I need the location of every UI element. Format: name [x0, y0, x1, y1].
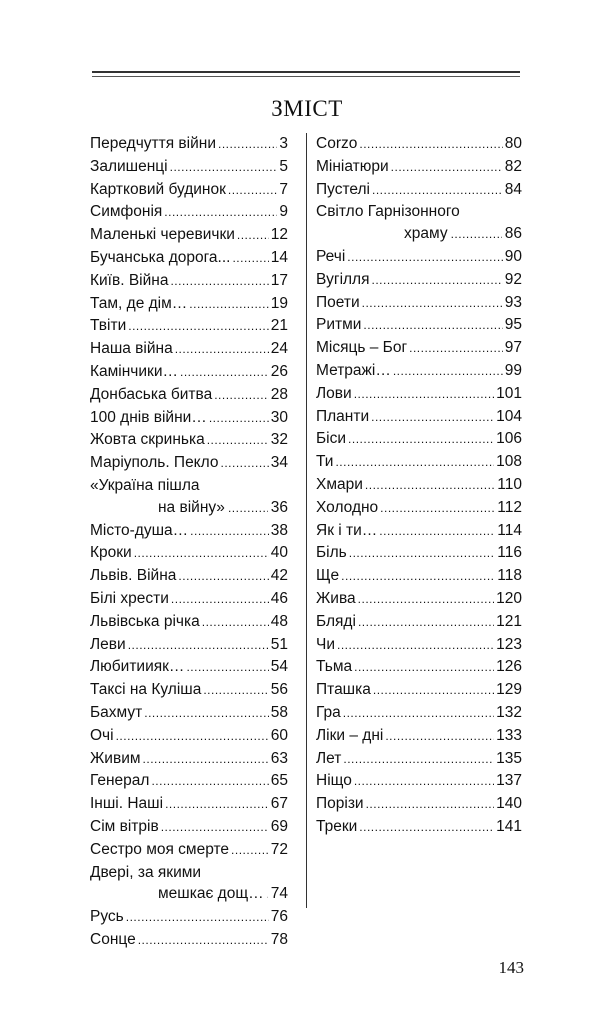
dot-leader: [358, 588, 494, 611]
toc-entry-title: 100 днів війни…: [90, 408, 207, 426]
dot-leader: [365, 474, 495, 497]
toc-entry-page: 133: [496, 726, 522, 744]
toc-entry-title: Жива: [316, 589, 356, 607]
toc-entry-page: 129: [496, 681, 522, 699]
toc-entry-page: 112: [497, 498, 522, 516]
dot-leader: [393, 360, 503, 383]
dot-leader: [366, 793, 495, 816]
toc-entry: [90, 679, 288, 702]
toc-entry-page: 140: [496, 795, 522, 813]
toc-entry: [316, 201, 522, 246]
toc-entry-title: Ритми: [316, 316, 362, 334]
dot-leader: [451, 223, 502, 246]
toc-entry-title: Генерал: [90, 772, 150, 790]
toc-entry-title: Живим: [90, 749, 141, 767]
toc-entry: [316, 725, 522, 748]
toc-entry-page: 114: [497, 521, 522, 539]
toc-entry: [316, 428, 522, 451]
toc-entry-page: 58: [270, 703, 288, 721]
dot-leader: [349, 542, 496, 565]
toc-entry: [90, 748, 288, 771]
dot-leader: [343, 748, 494, 771]
dot-leader: [209, 407, 269, 430]
toc-entry-title: Наша війна: [90, 340, 173, 358]
toc-entry: [90, 133, 288, 156]
dot-leader: [218, 133, 277, 156]
dot-leader: [228, 497, 268, 520]
toc-entry: [90, 862, 288, 907]
toc-entry-page: 106: [496, 430, 522, 448]
toc-entry-page: 123: [496, 635, 522, 653]
toc-right-column: [316, 133, 522, 839]
toc-entry-title: Планти: [316, 407, 370, 425]
toc-entry: [90, 520, 288, 543]
toc-entry-page: 30: [270, 408, 288, 426]
toc-entry-page: 110: [497, 475, 522, 493]
toc-entry: [90, 770, 288, 793]
toc-entry: [316, 474, 522, 497]
toc-entry: [90, 839, 288, 862]
dot-leader: [380, 497, 495, 520]
toc-entry-title: Пустелі: [316, 180, 370, 198]
toc-entry-page: 34: [270, 454, 288, 472]
dot-leader: [202, 611, 269, 634]
toc-entry: [316, 588, 522, 611]
toc-entry-page: 42: [270, 567, 288, 585]
toc-entry-page: 101: [496, 384, 522, 402]
dot-leader: [337, 634, 494, 657]
toc-entry-page: 65: [270, 772, 288, 790]
dot-leader: [190, 520, 269, 543]
toc-entry-page: 24: [270, 340, 288, 358]
toc-entry: [90, 429, 288, 452]
toc-entry-title: Пташка: [316, 681, 371, 699]
toc-entry-page: 51: [270, 635, 288, 653]
page-number: 143: [498, 958, 524, 977]
header-rule-thin: [92, 76, 520, 77]
dot-leader: [214, 384, 269, 407]
toc-entry-page: 90: [504, 247, 522, 265]
toc-entry: [316, 702, 522, 725]
toc-entry: [316, 269, 522, 292]
toc-entry: [316, 748, 522, 771]
dot-leader: [373, 679, 494, 702]
toc-entry-title: Передчуття війни: [90, 135, 216, 152]
dot-leader: [128, 634, 269, 657]
dot-leader: [343, 702, 494, 725]
toc-entry-title: Біси: [316, 430, 347, 448]
dot-leader: [189, 293, 268, 316]
dot-leader: [237, 224, 269, 247]
dot-leader: [116, 725, 269, 748]
toc-entry-title: Сонце: [90, 930, 136, 948]
dot-leader: [267, 883, 268, 906]
dot-leader: [180, 361, 269, 384]
dot-leader: [161, 816, 269, 839]
toc-entry: [316, 451, 522, 474]
dot-leader: [409, 337, 503, 360]
toc-entry-title: Очі: [90, 726, 114, 744]
toc-entry-page: 54: [270, 658, 288, 676]
dot-leader: [347, 246, 502, 269]
dot-leader: [391, 156, 503, 179]
toc-entry-title: Симфонія: [90, 203, 163, 221]
dot-leader: [354, 383, 494, 406]
toc-entry-title: Картковий будинок: [90, 180, 226, 198]
toc-entry-line: [90, 497, 288, 520]
toc-entry-title: Твіти: [90, 317, 127, 335]
toc-entry-title: Ніщо: [316, 772, 352, 790]
toc-entry-title-cont: мешкає дощ…: [158, 885, 264, 903]
toc-entry-page: 99: [504, 361, 522, 379]
toc-entry-title-cont: на війну»: [158, 498, 225, 516]
toc-entry: [316, 292, 522, 315]
toc-entry-page: 97: [504, 339, 522, 357]
toc-entry-title: Тьма: [316, 658, 353, 676]
toc-entry: [90, 315, 288, 338]
dot-leader: [220, 452, 268, 475]
dot-leader: [151, 770, 268, 793]
toc-entry-page: 116: [497, 544, 522, 562]
toc-entry-page: 21: [270, 317, 288, 335]
toc-entry-title: Чи: [316, 635, 335, 653]
toc-entry-title-cont: храму: [404, 225, 448, 243]
toc-entry: [90, 475, 288, 520]
dot-leader: [175, 338, 269, 361]
toc-entry-title: Лови: [316, 384, 352, 402]
toc-entry-title: Поети: [316, 293, 360, 311]
dot-leader: [385, 725, 494, 748]
dot-leader: [134, 542, 269, 565]
toc-entry: [90, 179, 288, 202]
toc-entry-title: Білі хрести: [90, 589, 169, 607]
toc-entry-page: 84: [504, 180, 522, 198]
dot-leader: [164, 201, 277, 224]
toc-entry: [90, 452, 288, 475]
toc-entry: [90, 384, 288, 407]
toc-entry-title: Бляді: [316, 612, 356, 630]
dot-leader: [178, 565, 268, 588]
dot-leader: [372, 269, 503, 292]
dot-leader: [170, 270, 268, 293]
toc-entry: [316, 679, 522, 702]
toc-entry-title: Сестро моя смерте: [90, 840, 230, 858]
toc-entry-page: 137: [496, 772, 522, 790]
toc-entry: [90, 338, 288, 361]
dot-leader: [128, 315, 269, 338]
toc-entry-page: 72: [270, 840, 288, 858]
toc-entry-page: 48: [270, 612, 288, 630]
toc-entry-page: 19: [270, 294, 288, 312]
toc-entry-page: 74: [270, 885, 288, 903]
dot-leader: [143, 748, 269, 771]
toc-entry: [90, 156, 288, 179]
toc-entry: [316, 383, 522, 406]
toc-entry-title: Як і ти…: [316, 521, 378, 539]
toc-entry-title: Хмари: [316, 475, 363, 493]
dot-leader: [186, 656, 268, 679]
toc-entry-page: 60: [270, 726, 288, 744]
toc-entry-title: Мініатюри: [316, 157, 389, 175]
toc-entry: [316, 770, 522, 793]
toc-entry-page: 32: [270, 431, 288, 449]
toc-entry-page: 121: [496, 612, 522, 630]
toc-entry-title: Інші. Наші: [90, 795, 164, 813]
toc-entry-title: Леви: [90, 635, 126, 653]
toc-entry: [90, 247, 288, 270]
toc-entry-page: 5: [279, 157, 288, 175]
toc-entry-title: Лет: [316, 749, 342, 767]
dot-leader: [126, 906, 269, 929]
dot-leader: [335, 451, 494, 474]
toc-entry: [316, 520, 522, 543]
page-title: ЗМІСТ: [271, 96, 343, 121]
toc-entry-page: 14: [270, 248, 288, 266]
toc-left-column: [90, 133, 288, 952]
toc-entry: [316, 133, 522, 156]
toc-entry-page: 12: [270, 226, 288, 244]
toc-entry-title: Сім вітрів: [90, 817, 159, 835]
toc-entry-title: Любитиияк…: [90, 658, 185, 676]
dot-leader: [363, 314, 502, 337]
toc-entry: [90, 588, 288, 611]
toc-entry-title: Маленькі черевички: [90, 226, 235, 244]
toc-entry-title: Таксі на Куліша: [90, 681, 202, 699]
toc-entry: [90, 702, 288, 725]
toc-entry-page: 93: [504, 293, 522, 311]
toc-entry-page: 80: [504, 135, 522, 152]
toc-entry-title: Вугілля: [316, 270, 370, 288]
toc-entry-page: 108: [496, 453, 522, 471]
toc-entry: [316, 497, 522, 520]
toc-entry-page: 95: [504, 316, 522, 334]
toc-entry-page: 86: [504, 225, 522, 243]
toc-entry-line: [90, 883, 288, 906]
toc-entry-title: Львівська річка: [90, 612, 200, 630]
toc-entry-page: 36: [270, 498, 288, 516]
toc-entry: [90, 725, 288, 748]
toc-entry-title: Камінчики…: [90, 362, 178, 380]
toc-entry-page: 9: [279, 203, 288, 221]
toc-entry: [90, 611, 288, 634]
toc-entry-page: 69: [270, 817, 288, 835]
toc-entry: [316, 246, 522, 269]
dot-leader: [379, 520, 495, 543]
toc-entry-page: 56: [270, 681, 288, 699]
dot-leader: [232, 247, 268, 270]
dot-leader: [207, 429, 269, 452]
toc-entry: [90, 906, 288, 929]
header-rule-thick: [92, 71, 520, 73]
toc-entry-page: 141: [496, 817, 522, 835]
toc-entry-title: Маріуполь. Пекло: [90, 454, 219, 472]
toc-entry-title: Біль: [316, 544, 347, 562]
toc-entry-page: 132: [496, 703, 522, 721]
toc-entry: [90, 565, 288, 588]
dot-leader: [359, 133, 502, 156]
dot-leader: [170, 156, 278, 179]
toc-entry-title: Місто-душа…: [90, 521, 189, 539]
toc-entry: [90, 929, 288, 952]
toc-entry: [90, 201, 288, 224]
toc-entry-title: Жовта скринька: [90, 431, 205, 449]
toc-entry-page: 82: [504, 157, 522, 175]
dot-leader: [372, 179, 503, 202]
toc-entry-page: 126: [496, 658, 522, 676]
toc-entry: [316, 634, 522, 657]
toc-entry-page: 135: [496, 749, 522, 767]
toc-entry-title: Гра: [316, 703, 341, 721]
toc-entry: [90, 361, 288, 384]
toc-entry-title: «Україна пішла: [90, 476, 200, 494]
toc-entry: [316, 179, 522, 202]
toc-entry: [316, 816, 522, 839]
toc-entry-page: 104: [496, 407, 522, 425]
toc-entry-title: Донбаська битва: [90, 385, 213, 403]
dot-leader: [348, 428, 494, 451]
toc-entry-page: 120: [496, 589, 522, 607]
toc-entry: [90, 407, 288, 430]
toc-entry: [90, 816, 288, 839]
toc-entry: [316, 565, 522, 588]
toc-entry-page: 67: [270, 795, 288, 813]
dot-leader: [203, 679, 268, 702]
toc-entry-title: Місяць – Бог: [316, 339, 408, 357]
toc-entry: [316, 656, 522, 679]
toc-entry: [90, 656, 288, 679]
toc-entry-title: Русь: [90, 908, 124, 926]
toc-entry-title: Бучанська дорога...: [90, 248, 231, 266]
toc-entry-page: 17: [270, 271, 288, 289]
toc-entry-page: 3: [279, 135, 288, 152]
toc-entry-title: Київ. Війна: [90, 271, 169, 289]
dot-leader: [358, 611, 494, 634]
toc-entry: [316, 611, 522, 634]
toc-entry: [316, 337, 522, 360]
toc-entry-title: Ти: [316, 453, 334, 471]
toc-entry-title: Речі: [316, 247, 346, 265]
toc-entry-page: 46: [270, 589, 288, 607]
toc-entry-page: 92: [504, 270, 522, 288]
dot-leader: [171, 588, 269, 611]
dot-leader: [354, 770, 494, 793]
toc-entry: [90, 293, 288, 316]
toc-entry-title: Corzo: [316, 135, 358, 152]
toc-entry: [316, 793, 522, 816]
toc-entry-page: 26: [270, 362, 288, 380]
toc-entry: [316, 156, 522, 179]
toc-entry-title: Львів. Війна: [90, 567, 177, 585]
toc-entry-title: Порізи: [316, 795, 364, 813]
dot-leader: [165, 793, 269, 816]
dot-leader: [341, 565, 495, 588]
toc-entry-title: Світло Гарнізонного: [316, 203, 460, 221]
toc-entry: [90, 793, 288, 816]
toc-entry: [90, 270, 288, 293]
toc-entry-title: Кроки: [90, 544, 132, 562]
toc-entry: [316, 406, 522, 429]
dot-leader: [362, 292, 503, 315]
toc-entry-title: Залишенці: [90, 157, 168, 175]
toc-entry-title: Треки: [316, 817, 358, 835]
toc-entry: [316, 314, 522, 337]
toc-entry: [316, 360, 522, 383]
toc-entry: [316, 542, 522, 565]
toc-entry: [90, 634, 288, 657]
toc-entry-page: 76: [270, 908, 288, 926]
toc-entry-title: Ще: [316, 567, 340, 585]
toc-entry-title: Метражі…: [316, 361, 391, 379]
toc-entry-page: 7: [279, 180, 288, 198]
toc-entry-line: [316, 223, 522, 246]
toc-entry: [90, 224, 288, 247]
toc-entry-title: Там, де дім…: [90, 294, 188, 312]
dot-leader: [371, 406, 494, 429]
toc-entry-page: 40: [270, 544, 288, 562]
toc-entry-page: 118: [497, 567, 522, 585]
dot-leader: [359, 816, 494, 839]
toc-entry-page: 38: [270, 521, 288, 539]
toc-entry-page: 28: [270, 385, 288, 403]
dot-leader: [228, 179, 277, 202]
dot-leader: [138, 929, 269, 952]
toc-entry-title: Ліки – дні: [316, 726, 384, 744]
toc-entry-page: 63: [270, 749, 288, 767]
toc-entry-title: Холодно: [316, 498, 379, 516]
column-divider: [306, 133, 307, 908]
toc-entry-title: Бахмут: [90, 703, 143, 721]
dot-leader: [354, 656, 494, 679]
toc-entry-page: 78: [270, 930, 288, 948]
toc-entry-title: Двері, за якими: [90, 863, 202, 881]
toc-entry: [90, 542, 288, 565]
dot-leader: [231, 839, 269, 862]
dot-leader: [144, 702, 269, 725]
